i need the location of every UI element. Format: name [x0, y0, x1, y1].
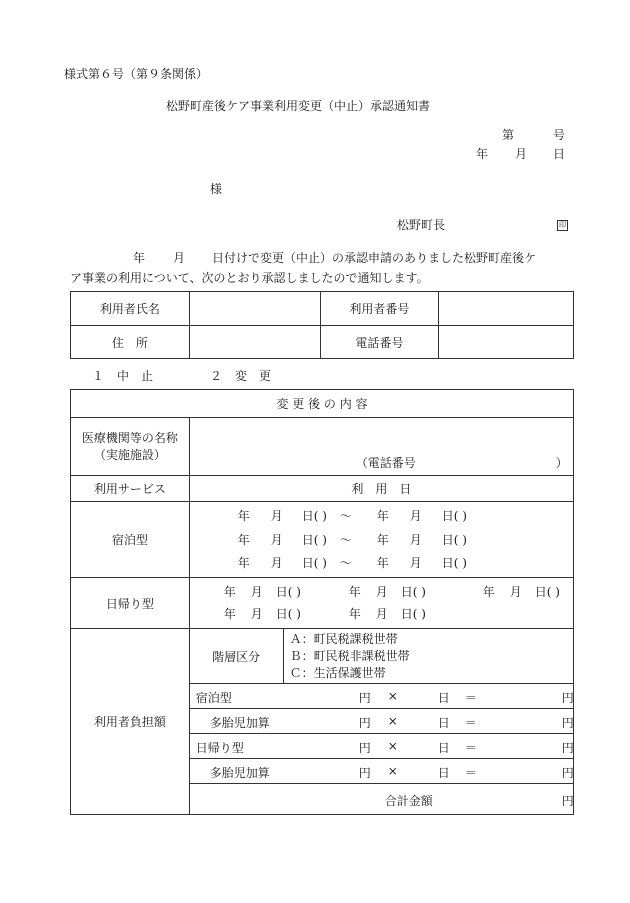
stay-end-tsuki: 月: [409, 533, 422, 547]
date-hi: 日: [553, 147, 566, 161]
doc-number-go: 号: [553, 128, 566, 142]
stay-fee-equals: ＝: [464, 691, 477, 705]
user-info-table: [70, 291, 574, 359]
intro-tsuki: 月: [173, 251, 186, 265]
tier-label: 階層区分: [189, 629, 283, 684]
stay-date-nen: 年: [237, 556, 250, 570]
issuer-name: 松野町長: [397, 218, 446, 232]
stay-multi-times: ×: [387, 714, 398, 728]
document-title: 松野町産後ケア事業利用変更（中止）承認通知書: [166, 99, 431, 113]
day-multi-total-yen: 円: [561, 766, 574, 780]
stay-date-nen: 年: [237, 533, 250, 547]
phone-label: 電話番号: [320, 326, 439, 359]
intro-nen: 年: [133, 251, 146, 265]
usage-day-label: 利 用 日: [189, 476, 573, 502]
stay-end-nen: 年: [376, 509, 389, 523]
stay-end-nen: 年: [376, 533, 389, 547]
day-fee-times: ×: [387, 739, 398, 753]
facility-label: [71, 418, 190, 476]
user-name-field[interactable]: [189, 292, 320, 326]
day-multi-row[interactable]: [189, 759, 573, 784]
day-multi-yen: 円: [358, 766, 371, 780]
stay-fee-yen: 円: [358, 691, 371, 705]
tier-c[interactable]: Ｃ：生活保護世帯: [289, 665, 386, 680]
stay-multi-row[interactable]: [189, 709, 573, 734]
burden-label: 利用者負担額: [71, 629, 190, 815]
stay-fee-days: 日: [437, 691, 450, 705]
form-number: 様式第６号（第９条関係）: [64, 67, 209, 81]
change-detail-table: [70, 389, 574, 815]
day-date-hi: 日( ): [275, 585, 301, 599]
service-label: 利用サービス: [71, 476, 190, 502]
day-fee-days: 日: [437, 741, 450, 755]
day-date-nen: 年: [482, 585, 495, 599]
stay-multi-yen: 円: [358, 716, 371, 730]
detail-heading: 変 更 後 の 内 容: [71, 390, 574, 418]
total-yen: 円: [561, 794, 574, 808]
day-date-nen: 年: [348, 607, 361, 621]
stay-fee-total-yen: 円: [561, 691, 574, 705]
day-date-nen: 年: [348, 585, 361, 599]
day-fee-total-yen: 円: [561, 741, 574, 755]
day-date-nen: 年: [223, 607, 236, 621]
facility-field[interactable]: [189, 418, 573, 476]
stay-date-tilde: 〜: [339, 533, 352, 547]
tier-a[interactable]: Ａ：町民税課税世帯: [289, 631, 398, 646]
stay-multi-days: 日: [437, 716, 450, 730]
user-number-label: 利用者番号: [320, 292, 439, 326]
stay-date-hi: 日( ): [301, 556, 327, 570]
user-number-field[interactable]: [439, 292, 574, 326]
total-label: 合計金額: [384, 794, 433, 808]
day-date-tsuki: 月: [375, 585, 388, 599]
intro-line-1: 日付けで変更（中止）の承認申請のありました松野町産後ケ: [212, 251, 537, 265]
day-date-hi: 日( ): [275, 607, 301, 621]
day-fee-row[interactable]: [189, 734, 573, 759]
user-name-label: 利用者氏名: [71, 292, 190, 326]
option-2-change[interactable]: 変 更: [235, 369, 272, 383]
stay-end-hi: 日( ): [441, 533, 467, 547]
day-date-hi: 日( ): [534, 585, 560, 599]
stay-end-nen: 年: [376, 556, 389, 570]
address-field[interactable]: [189, 326, 320, 359]
facility-label-line-1: 医療機関等の名称: [81, 430, 178, 445]
stay-date-tilde: 〜: [339, 556, 352, 570]
option-1-cancel[interactable]: 中 止: [117, 369, 154, 383]
day-fee-yen: 円: [358, 741, 371, 755]
stay-type-dates[interactable]: [189, 502, 573, 578]
phone-field[interactable]: [439, 326, 574, 359]
stay-date-nen: 年: [237, 509, 250, 523]
address-label: 住 所: [71, 326, 190, 359]
stay-fee-label: 宿泊型: [195, 691, 232, 705]
addressee-sama: 様: [210, 182, 223, 196]
stay-date-hi: 日( ): [301, 533, 327, 547]
stay-multi-label: 多胎児加算: [209, 716, 270, 730]
day-multi-equals: ＝: [464, 766, 477, 780]
day-multi-days: 日: [437, 766, 450, 780]
stay-date-hi: 日( ): [301, 509, 327, 523]
stay-multi-total-yen: 円: [561, 716, 574, 730]
day-multi-label: 多胎児加算: [209, 766, 270, 780]
stay-type-label: 宿泊型: [71, 502, 190, 578]
stay-fee-row[interactable]: [189, 684, 573, 709]
stay-date-tsuki: 月: [270, 533, 283, 547]
stay-date-tsuki: 月: [270, 509, 283, 523]
option-2-number: ２: [210, 369, 223, 383]
facility-phone-label: （電話番号: [355, 456, 416, 470]
stay-end-hi: 日( ): [441, 556, 467, 570]
stay-date-tsuki: 月: [270, 556, 283, 570]
stay-fee-times: ×: [387, 689, 398, 703]
day-date-tsuki: 月: [250, 607, 263, 621]
day-date-nen: 年: [223, 585, 236, 599]
doc-number-dai: 第: [502, 128, 515, 142]
day-date-hi: 日( ): [400, 607, 426, 621]
seal-mark: 印: [559, 221, 566, 229]
day-date-tsuki: 月: [250, 585, 263, 599]
intro-line-2: ア事業の利用について、次のとおり承認しましたので通知します。: [70, 271, 429, 285]
day-date-tsuki: 月: [509, 585, 522, 599]
date-tsuki: 月: [515, 147, 528, 161]
tier-options: [283, 629, 573, 684]
stay-end-hi: 日( ): [441, 509, 467, 523]
tier-b[interactable]: Ｂ：町民税非課税世帯: [289, 648, 410, 663]
option-1-number: １: [92, 369, 105, 383]
stay-date-tilde: 〜: [339, 509, 352, 523]
day-fee-equals: ＝: [464, 741, 477, 755]
day-date-hi: 日( ): [400, 585, 426, 599]
day-type-dates[interactable]: [189, 578, 573, 629]
stay-end-tsuki: 月: [409, 556, 422, 570]
total-row[interactable]: [189, 784, 573, 815]
facility-phone-close: ）: [555, 456, 568, 470]
day-multi-times: ×: [387, 764, 398, 778]
stay-multi-equals: ＝: [464, 716, 477, 730]
date-nen: 年: [476, 147, 489, 161]
facility-label-line-2: （実施施設）: [93, 447, 166, 462]
day-date-tsuki: 月: [375, 607, 388, 621]
day-type-label: 日帰り型: [71, 578, 190, 629]
day-fee-label: 日帰り型: [195, 741, 244, 755]
stay-end-tsuki: 月: [409, 509, 422, 523]
